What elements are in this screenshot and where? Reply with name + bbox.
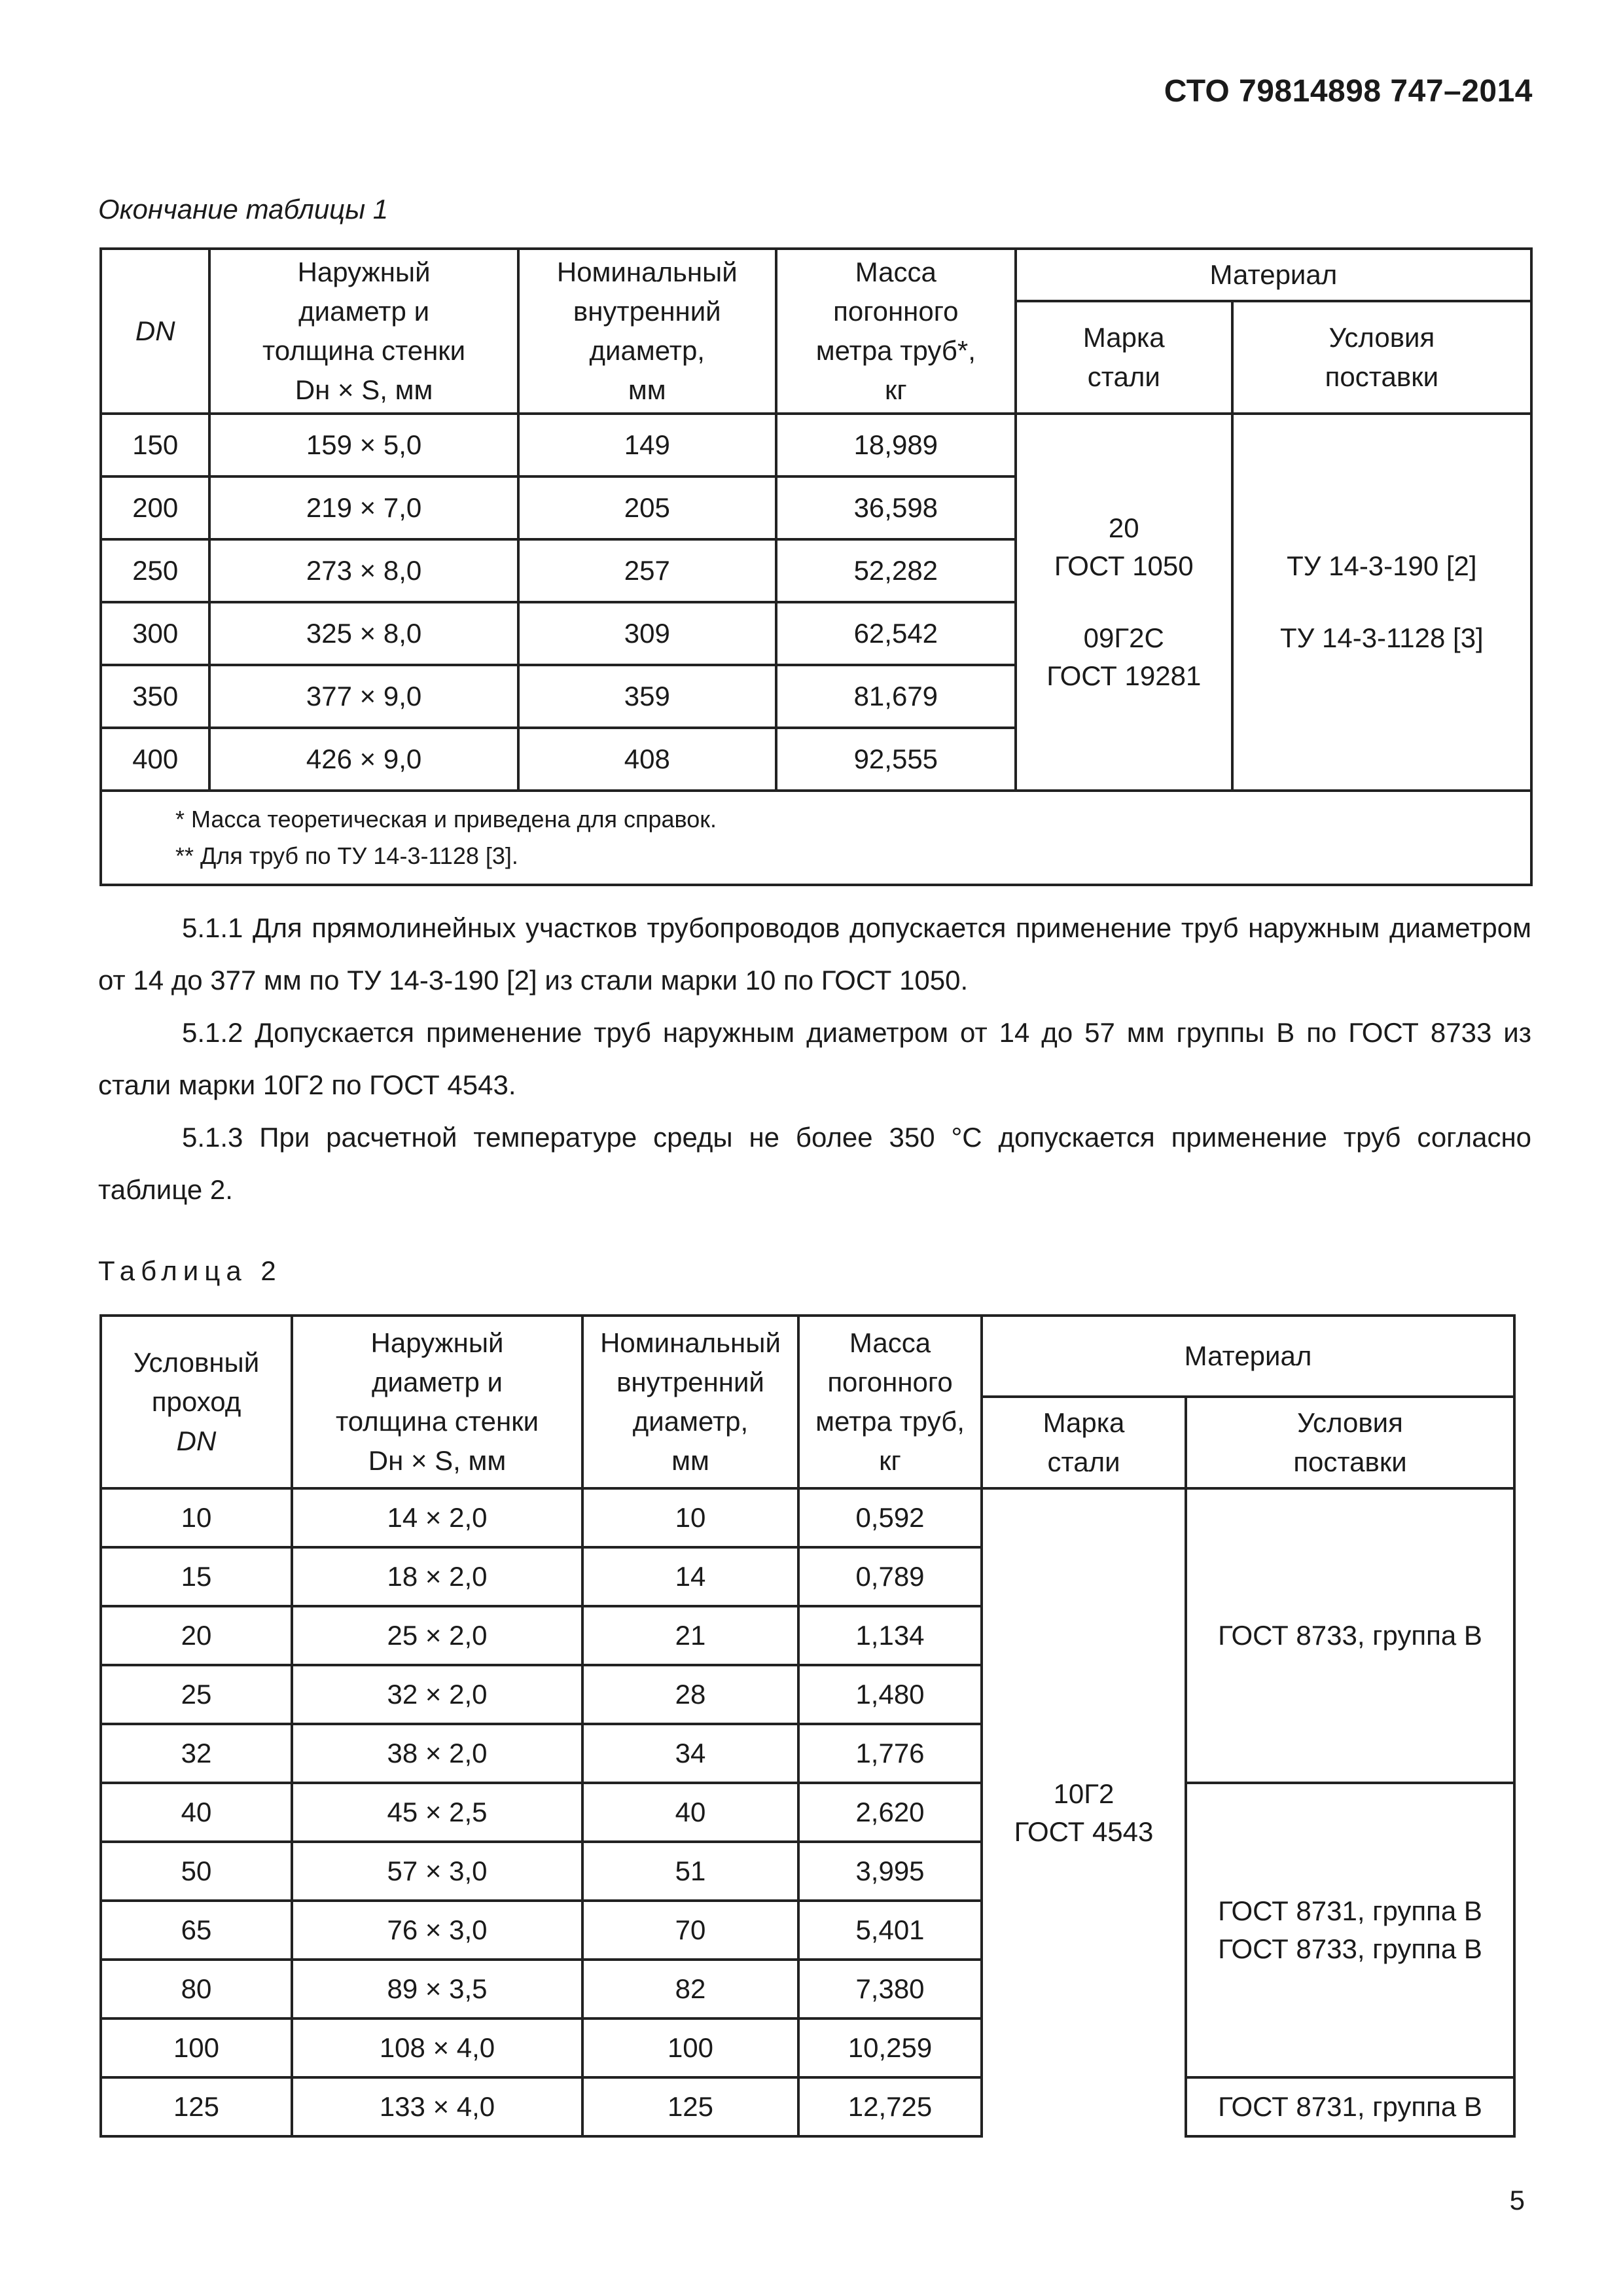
t2-cell-dn: 65 [101,1901,292,1960]
t2-cell-inner: 21 [582,1606,798,1665]
table1 [99,247,1533,886]
t2-cell-mass: 3,995 [798,1842,982,1901]
table1-note: ** Для труб по ТУ 14-3-1128 [3]. [175,842,518,869]
t2-cell-inner: 40 [582,1783,798,1842]
t2-cell-supply-conditions: ГОСТ 8731, группа В ГОСТ 8733, группа В [1186,1783,1514,2077]
t1-cell-size: 219 × 7,0 [209,476,518,539]
t1-cell-mass: 92,555 [776,728,1016,791]
t1-cell-size: 325 × 8,0 [209,602,518,665]
t2-cell-dn: 125 [101,2077,292,2136]
t2-cell-size: 76 × 3,0 [292,1901,582,1960]
t1-cell-mass: 18,989 [776,414,1016,476]
table1-notes-row [101,791,1531,885]
t1-cell-dn: 200 [101,476,209,539]
t2-cell-dn: 100 [101,2018,292,2077]
table-row [101,1488,1514,1547]
t2-cell-dn: 20 [101,1606,292,1665]
t2-cell-dn: 15 [101,1547,292,1606]
t1-cell-dn: 350 [101,665,209,728]
t1-cell-inner: 149 [518,414,776,476]
t2-cell-inner: 51 [582,1842,798,1901]
t2-cell-size: 57 × 3,0 [292,1842,582,1901]
t2-header-inner-diameter: Номинальный внутренний диаметр, мм [582,1316,798,1488]
t1-cell-mass: 62,542 [776,602,1016,665]
t2-cell-size: 45 × 2,5 [292,1783,582,1842]
t1-cell-mass: 36,598 [776,476,1016,539]
t1-cell-size: 426 × 9,0 [209,728,518,791]
t1-cell-mass: 52,282 [776,539,1016,602]
page-number: 5 [1509,2185,1525,2215]
paragraph-5-1-3: 5.1.3 При расчетной температуре среды не более 350 °С допускается применение труб согласно таблице 2. [98,1122,1531,1205]
t2-cell-inner: 10 [582,1488,798,1547]
t1-cell-dn: 150 [101,414,209,476]
t1-cell-size: 273 × 8,0 [209,539,518,602]
t2-header-material: Материал [982,1316,1514,1397]
t2-cell-mass: 0,789 [798,1547,982,1606]
t2-cell-mass: 12,725 [798,2077,982,2136]
t2-cell-steel-grade: 10Г2 ГОСТ 4543 [982,1488,1186,2136]
table-row [101,2077,1514,2136]
t2-cell-size: 89 × 3,5 [292,1960,582,2018]
t2-cell-dn: 25 [101,1665,292,1724]
t1-cell-inner: 408 [518,728,776,791]
table2 [99,1314,1516,2138]
t2-cell-size: 32 × 2,0 [292,1665,582,1724]
t1-header-steel-grade: Марка стали [1016,301,1232,414]
t1-cell-dn: 400 [101,728,209,791]
t2-cell-size: 38 × 2,0 [292,1724,582,1783]
t2-cell-inner: 70 [582,1901,798,1960]
paragraph-5-1-2: 5.1.2 Допускается применение труб наружным диаметром от 14 до 57 мм группы В по ГОСТ 8733 из стали марки 10Г2 по ГОСТ 4543. [98,1017,1531,1100]
t1-header-inner-diameter: Номинальный внутренний диаметр, мм [518,249,776,414]
t2-cell-mass: 1,776 [798,1724,982,1783]
t2-cell-size: 14 × 2,0 [292,1488,582,1547]
t2-cell-mass: 2,620 [798,1783,982,1842]
t2-header-outer-diameter: Наружный диаметр и толщина стенки Dн × S, мм [292,1316,582,1488]
t2-cell-inner: 100 [582,2018,798,2077]
t2-cell-dn: 50 [101,1842,292,1901]
table-row [101,1783,1514,1842]
t1-cell-size: 159 × 5,0 [209,414,518,476]
table1-caption: Окончание таблицы 1 [98,194,389,224]
document-code: СТО 79814898 747–2014 [1164,74,1533,109]
t2-header-dn: Условный проход DN [101,1316,292,1488]
t2-cell-size: 25 × 2,0 [292,1606,582,1665]
t1-cell-inner: 359 [518,665,776,728]
t2-cell-size: 18 × 2,0 [292,1547,582,1606]
table1-note: * Масса теоретическая и приведена для справок. [175,806,717,833]
t2-cell-mass: 1,480 [798,1665,982,1724]
t1-cell-steel-grade: 20 ГОСТ 1050 09Г2С ГОСТ 19281 [1016,414,1232,791]
t1-header-dn: DN [101,249,209,414]
t2-header-supply-conditions: Условия поставки [1186,1397,1514,1488]
t1-cell-inner: 257 [518,539,776,602]
t2-cell-dn: 40 [101,1783,292,1842]
t2-cell-mass: 1,134 [798,1606,982,1665]
t1-header-supply-conditions: Условия поставки [1232,301,1531,414]
t1-cell-mass: 81,679 [776,665,1016,728]
t2-cell-dn: 10 [101,1488,292,1547]
t2-cell-supply-conditions: ГОСТ 8731, группа В [1186,2077,1514,2136]
t1-cell-dn: 300 [101,602,209,665]
t2-header-mass: Масса погонного метра труб, кг [798,1316,982,1488]
table2-caption: Таблица 2 [98,1255,282,1286]
t1-header-mass: Масса погонного метра труб*, кг [776,249,1016,414]
t2-cell-inner: 28 [582,1665,798,1724]
t2-cell-supply-conditions: ГОСТ 8733, группа В [1186,1488,1514,1783]
t2-cell-mass: 10,259 [798,2018,982,2077]
table1-notes [101,791,1531,885]
t2-cell-size: 108 × 4,0 [292,2018,582,2077]
t2-cell-inner: 34 [582,1724,798,1783]
t2-cell-size: 133 × 4,0 [292,2077,582,2136]
t2-cell-inner: 82 [582,1960,798,2018]
t1-cell-supply-conditions: ТУ 14-3-190 [2] ТУ 14-3-1128 [3] [1232,414,1531,791]
t2-cell-inner: 125 [582,2077,798,2136]
t1-header-material: Материал [1016,249,1531,301]
t1-header-outer-diameter: Наружный диаметр и толщина стенки Dн × S, мм [209,249,518,414]
t1-cell-dn: 250 [101,539,209,602]
table-row [101,414,1531,476]
t1-cell-inner: 309 [518,602,776,665]
t2-header-steel-grade: Марка стали [982,1397,1186,1488]
t2-cell-dn: 80 [101,1960,292,2018]
t2-cell-inner: 14 [582,1547,798,1606]
t2-cell-mass: 0,592 [798,1488,982,1547]
t2-cell-mass: 7,380 [798,1960,982,2018]
t2-cell-dn: 32 [101,1724,292,1783]
t2-cell-mass: 5,401 [798,1901,982,1960]
paragraph-5-1-1: 5.1.1 Для прямолинейных участков трубопроводов допускается применение труб наружным диаметром от 14 до 377 мм по ТУ 14-3-190 [2] из стали марки 10 по ГОСТ 1050. [98,912,1531,996]
t1-cell-size: 377 × 9,0 [209,665,518,728]
t1-cell-inner: 205 [518,476,776,539]
